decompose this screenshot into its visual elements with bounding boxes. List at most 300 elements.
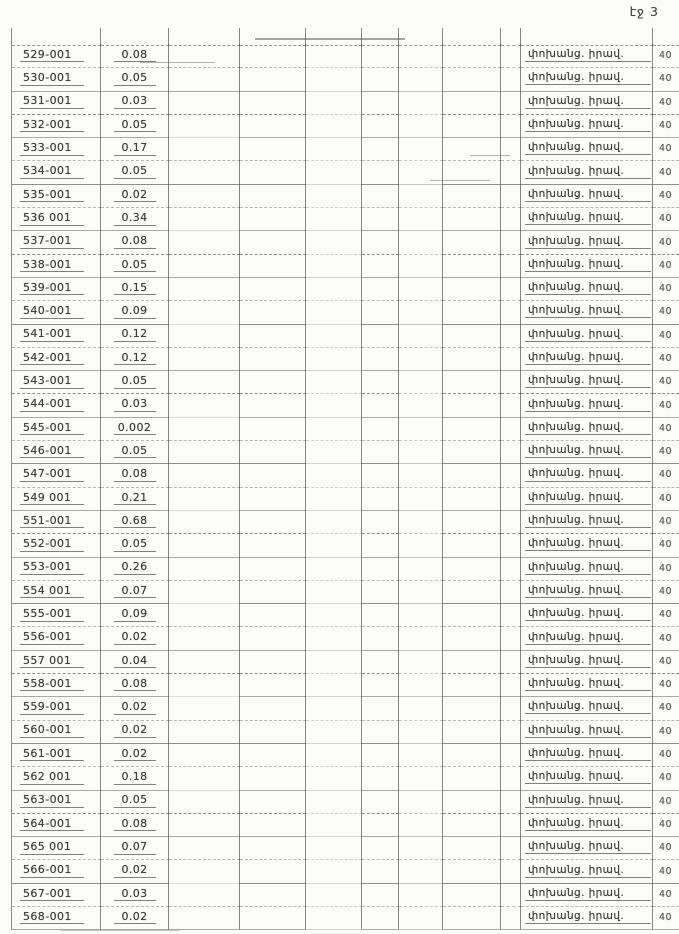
table-row [12,115,679,138]
table-row [12,907,679,930]
parcel-area: 0.12 [114,352,156,366]
table-row [12,534,679,557]
edge-number: 40 [659,73,672,85]
empty-cell [362,533,399,557]
edge-number-cell [653,883,679,907]
empty-cell [306,370,362,394]
edge-number-cell [653,580,679,604]
right-type-label: փոխանց. իրավ. [525,119,651,132]
empty-cell [501,463,521,487]
empty-cell [443,347,501,371]
parcel-area: 0.05 [114,72,156,86]
empty-cell [240,114,306,138]
parcel-area: 0.17 [114,142,156,156]
edge-number-cell [653,836,679,860]
edge-number: 40 [659,283,672,295]
right-type-label: փոխանց. իրավ. [525,72,651,85]
parcel-code-cell [12,906,101,930]
empty-cell [169,533,240,557]
empty-cell [501,813,521,837]
table-row [12,208,679,231]
edge-number-cell [653,67,679,91]
right-type-label: փոխանց. իրավ. [525,725,651,738]
parcel-area: 0.02 [114,864,156,878]
scan-artifact [140,62,215,63]
empty-cell [362,650,399,674]
parcel-code-cell [12,626,101,650]
parcel-area: 0.07 [114,585,156,599]
right-type-label: փոխանց. իրավ. [525,329,651,342]
empty-cell [169,160,240,184]
right-type-cell [521,603,653,627]
empty-cell [362,347,399,371]
empty-cell [240,650,306,674]
edge-number: 40 [659,376,672,388]
empty-cell [169,603,240,627]
parcel-area-cell [101,254,169,278]
empty-cell [501,836,521,860]
edge-number: 40 [659,329,672,341]
parcel-area: 0.05 [114,794,156,808]
edge-number: 40 [659,539,672,551]
parcel-area-cell [101,393,169,417]
right-type-label: փոխանց. իրավ. [525,166,651,179]
empty-cell [443,230,501,254]
empty-cell [399,743,443,767]
table-row [12,325,679,348]
empty-cell [443,580,501,604]
empty-cell [399,790,443,814]
empty-cell [501,650,521,674]
empty-cell [362,324,399,348]
empty-cell [240,720,306,744]
table-row [12,721,679,744]
edge-number-cell [653,813,679,837]
parcel-area: 0.04 [114,655,156,669]
table-row [12,511,679,534]
empty-cell [240,580,306,604]
empty-cell [169,883,240,907]
edge-number-cell [653,696,679,720]
empty-cell [169,650,240,674]
empty-cell [306,324,362,348]
empty-cell [443,207,501,231]
edge-number-cell [653,859,679,883]
empty-cell [169,696,240,720]
parcel-area-cell [101,230,169,254]
edge-number-cell [653,790,679,814]
empty-cell [501,790,521,814]
right-type-label: փոխանց. իրավ. [525,96,651,109]
parcel-code: 541-001 [20,328,84,342]
table-row [12,394,679,417]
parcel-area-cell [101,859,169,883]
parcel-code-cell [12,91,101,115]
edge-number-cell [653,230,679,254]
parcel-area-cell [101,510,169,534]
parcel-code: 555-001 [20,608,84,622]
empty-cell [501,673,521,697]
empty-cell [501,347,521,371]
empty-cell [443,883,501,907]
parcel-area-cell [101,650,169,674]
parcel-code: 543-001 [20,375,84,389]
empty-cell [501,580,521,604]
parcel-code-cell [12,580,101,604]
parcel-area: 0.02 [114,911,156,925]
parcel-area: 0.03 [114,95,156,109]
parcel-code: 566-001 [20,864,84,878]
edge-number-cell [653,137,679,161]
parcel-area: 0.02 [114,724,156,738]
empty-cell [240,324,306,348]
empty-cell [240,91,306,115]
right-type-cell [521,370,653,394]
parcel-code: 568-001 [20,911,84,925]
empty-cell [501,114,521,138]
empty-cell [443,44,501,68]
empty-cell [362,114,399,138]
empty-cell [399,324,443,348]
edge-number-cell [653,207,679,231]
parcel-code: 534-001 [20,165,84,179]
parcel-code: 564-001 [20,818,84,832]
parcel-code-cell [12,557,101,581]
right-type-cell [521,813,653,837]
empty-cell [443,370,501,394]
empty-cell [362,277,399,301]
parcel-code-cell [12,720,101,744]
empty-cell [399,67,443,91]
parcel-area-cell [101,463,169,487]
parcel-area: 0.03 [114,398,156,412]
empty-cell [362,254,399,278]
empty-cell [399,393,443,417]
table-header-strip [12,28,679,45]
right-type-cell [521,277,653,301]
empty-cell [501,300,521,324]
parcel-code-cell [12,650,101,674]
parcel-area-cell [101,836,169,860]
parcel-area-cell [101,300,169,324]
empty-cell [443,160,501,184]
edge-number-cell [653,91,679,115]
empty-cell [443,67,501,91]
empty-cell [443,277,501,301]
empty-cell [501,254,521,278]
parcel-area-cell [101,487,169,511]
right-type-label: փոխանց. իրավ. [525,305,651,318]
parcel-code-cell [12,440,101,464]
edge-number-cell [653,160,679,184]
right-type-label: փոխանց. իրավ. [525,841,651,854]
empty-cell [443,463,501,487]
edge-number: 40 [659,609,672,621]
empty-cell [362,673,399,697]
empty-cell [306,230,362,254]
parcel-area-cell [101,580,169,604]
parcel-code: 535-001 [20,189,84,203]
empty-cell [306,44,362,68]
parcel-area: 0.05 [114,119,156,133]
empty-cell [306,603,362,627]
empty-cell [501,417,521,441]
right-type-cell [521,580,653,604]
parcel-area: 0.09 [114,608,156,622]
parcel-code: 562 001 [20,771,84,785]
empty-cell [443,533,501,557]
right-type-cell [521,254,653,278]
empty-cell [169,557,240,581]
empty-cell [443,137,501,161]
parcel-code: 549 001 [20,492,84,506]
table-row [12,418,679,441]
empty-cell [399,417,443,441]
table-row [12,674,679,697]
parcel-area-cell [101,207,169,231]
edge-number-cell [653,673,679,697]
empty-cell [240,67,306,91]
parcel-code-cell [12,417,101,441]
empty-cell [362,160,399,184]
empty-cell [169,393,240,417]
right-type-label: փոխանց. իրավ. [525,865,651,878]
empty-cell [306,417,362,441]
edge-number-cell [653,370,679,394]
empty-cell [362,440,399,464]
empty-cell [306,67,362,91]
right-type-label: փոխանց. իրավ. [525,888,651,901]
empty-cell [240,393,306,417]
parcel-code: 558-001 [20,678,84,692]
edge-number-cell [653,533,679,557]
edge-number-cell [653,463,679,487]
parcel-area: 0.05 [114,445,156,459]
parcel-code: 547-001 [20,468,84,482]
empty-cell [399,463,443,487]
empty-cell [169,324,240,348]
parcel-area-cell [101,720,169,744]
right-type-cell [521,626,653,650]
right-type-cell [521,417,653,441]
edge-number-cell [653,440,679,464]
edge-number-cell [653,417,679,441]
empty-cell [501,207,521,231]
edge-number: 40 [659,120,672,132]
parcel-area-cell [101,906,169,930]
parcel-code-cell [12,324,101,348]
empty-cell [306,91,362,115]
empty-cell [362,91,399,115]
edge-number-cell [653,510,679,534]
empty-cell [501,906,521,930]
empty-cell [306,184,362,208]
empty-cell [443,836,501,860]
empty-cell [443,440,501,464]
parcel-area: 0.18 [114,771,156,785]
empty-cell [399,160,443,184]
parcel-area: 0.08 [114,818,156,832]
right-type-cell [521,137,653,161]
right-type-cell [521,440,653,464]
table-row [12,301,679,324]
parcel-area: 0.05 [114,538,156,552]
empty-cell [306,114,362,138]
empty-cell [362,626,399,650]
empty-cell [362,44,399,68]
empty-cell [501,370,521,394]
edge-number: 40 [659,189,672,201]
empty-cell [443,91,501,115]
empty-cell [362,300,399,324]
parcel-code-cell [12,533,101,557]
parcel-code: 546-001 [20,445,84,459]
table-row [12,581,679,604]
empty-cell [501,626,521,650]
table-row [12,814,679,837]
table-row [12,744,679,767]
parcel-code: 560-001 [20,724,84,738]
empty-cell [240,626,306,650]
right-type-label: փոխանց. իրավ. [525,632,651,645]
right-type-label: փոխանց. իրավ. [525,795,651,808]
parcel-area: 0.08 [114,235,156,249]
edge-number-cell [653,906,679,930]
edge-number-cell [653,743,679,767]
parcel-code: 540-001 [20,305,84,319]
parcel-area-cell [101,324,169,348]
right-type-label: փոխանց. իրավ. [525,422,651,435]
parcel-area: 0.05 [114,375,156,389]
parcel-code-cell [12,603,101,627]
empty-cell [240,813,306,837]
right-type-cell [521,743,653,767]
right-type-cell [521,650,653,674]
empty-cell [240,766,306,790]
right-type-cell [521,160,653,184]
right-type-cell [521,510,653,534]
empty-cell [306,906,362,930]
empty-cell [362,417,399,441]
parcel-code-cell [12,184,101,208]
empty-cell [362,370,399,394]
empty-cell [240,487,306,511]
empty-cell [240,836,306,860]
empty-cell [240,347,306,371]
edge-number: 40 [659,399,672,411]
edge-number: 40 [659,702,672,714]
parcel-code: 545-001 [20,422,84,436]
right-type-cell [521,766,653,790]
right-type-cell [521,300,653,324]
parcel-area-cell [101,533,169,557]
empty-cell [306,836,362,860]
parcel-code-cell [12,207,101,231]
edge-number: 40 [659,749,672,761]
edge-number: 40 [659,772,672,784]
parcel-area: 0.68 [114,515,156,529]
parcel-area-cell [101,370,169,394]
empty-cell [169,207,240,231]
empty-cell [306,580,362,604]
parcel-code-cell [12,836,101,860]
parcel-code: 567-001 [20,888,84,902]
right-type-label: փոխանց. իրավ. [525,352,651,365]
empty-cell [501,137,521,161]
empty-cell [240,696,306,720]
empty-cell [169,836,240,860]
empty-cell [306,766,362,790]
parcel-area-cell [101,114,169,138]
right-type-cell [521,230,653,254]
page-number-label: էջ 3 [629,4,659,19]
right-type-cell [521,883,653,907]
empty-cell [240,790,306,814]
empty-cell [443,859,501,883]
parcel-code-cell [12,673,101,697]
parcel-area-cell [101,277,169,301]
empty-cell [169,859,240,883]
parcel-code-cell [12,370,101,394]
right-type-label: փոխանց. իրավ. [525,236,651,249]
empty-cell [399,184,443,208]
empty-cell [362,67,399,91]
right-type-label: փոխանց. իրավ. [525,282,651,295]
parcel-area-cell [101,67,169,91]
parcel-area-cell [101,184,169,208]
parcel-area-cell [101,44,169,68]
empty-cell [169,137,240,161]
empty-cell [306,720,362,744]
empty-cell [240,743,306,767]
right-type-cell [521,720,653,744]
empty-cell [169,67,240,91]
empty-cell [306,883,362,907]
right-type-cell [521,67,653,91]
parcel-area-cell [101,440,169,464]
scan-artifact [255,38,405,40]
empty-cell [399,510,443,534]
parcel-code: 538-001 [20,259,84,273]
edge-number: 40 [659,516,672,528]
empty-cell [362,836,399,860]
table-row [12,627,679,650]
edge-number: 40 [659,632,672,644]
parcel-area-cell [101,696,169,720]
empty-cell [501,603,521,627]
parcel-code: 532-001 [20,119,84,133]
empty-cell [399,696,443,720]
table-row [12,651,679,674]
empty-cell [443,254,501,278]
empty-cell [501,67,521,91]
empty-cell [240,230,306,254]
right-type-cell [521,91,653,115]
right-type-label: փոխանց. իրավ. [525,399,651,412]
empty-cell [362,510,399,534]
empty-cell [169,347,240,371]
empty-cell [399,626,443,650]
parcel-code-cell [12,114,101,138]
right-type-label: փոխանց. իրավ. [525,771,651,784]
parcel-area: 0.15 [114,282,156,296]
right-type-cell [521,463,653,487]
empty-cell [362,207,399,231]
edge-number: 40 [659,888,672,900]
empty-cell [399,277,443,301]
edge-number: 40 [659,50,672,62]
empty-cell [443,114,501,138]
